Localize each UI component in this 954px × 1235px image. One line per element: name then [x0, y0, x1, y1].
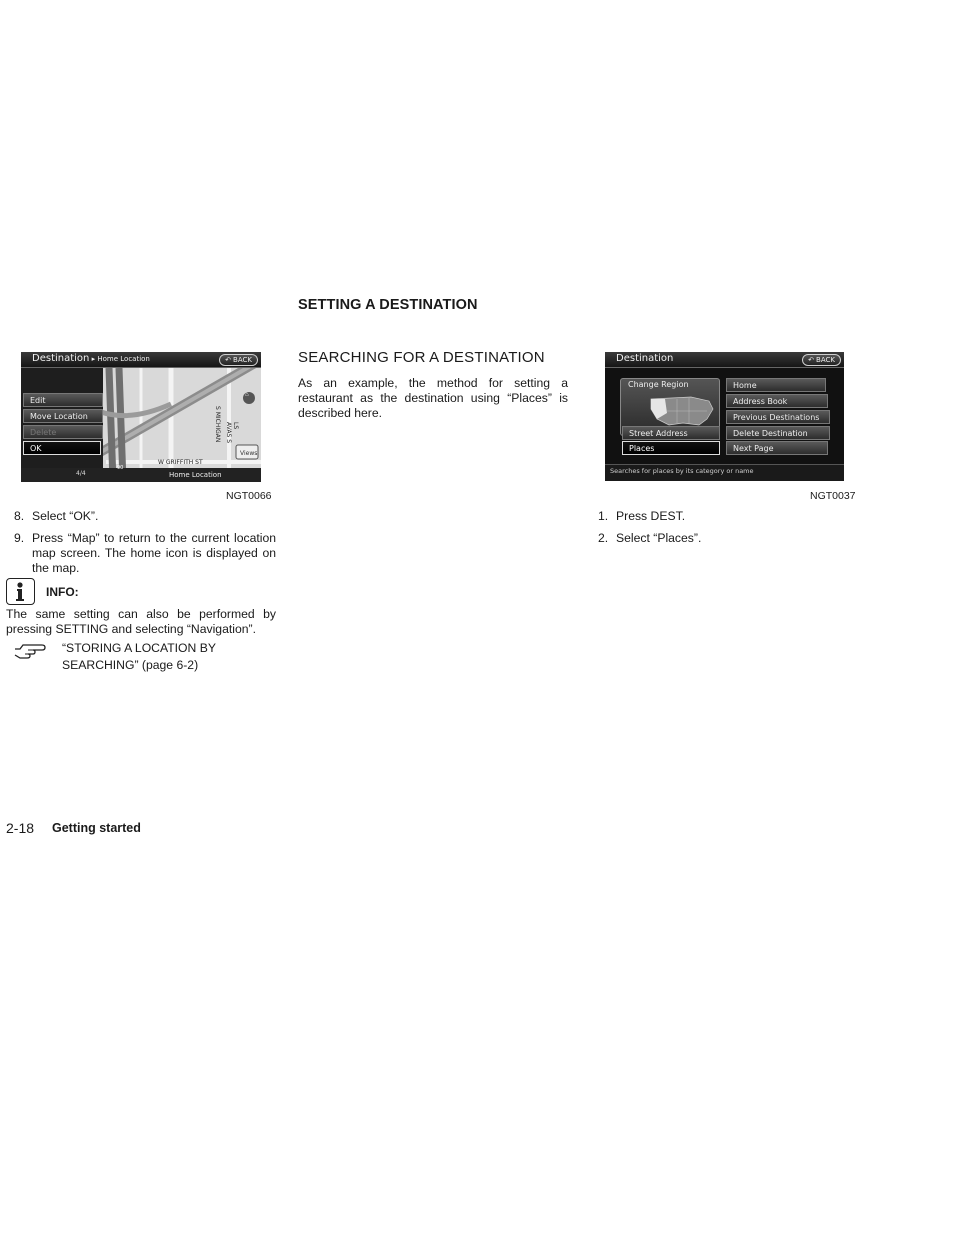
info-icon — [6, 578, 35, 605]
figure-caption-right: NGT0037 — [810, 490, 856, 502]
pointing-hand-icon — [14, 641, 46, 659]
menu-item-delete[interactable]: Delete — [23, 425, 103, 439]
street-label-vertical: S MICHIGAN — [214, 406, 221, 443]
change-region-button[interactable]: Change Region — [628, 380, 689, 389]
screen-title: Destination — [616, 353, 674, 364]
back-button[interactable]: ↶ BACK — [219, 354, 258, 366]
step-9: 9. Press “Map” to return to the current location map screen. The home icon is displayed on the map. — [14, 531, 276, 575]
home-button[interactable]: Home — [726, 378, 826, 392]
section-heading: SETTING A DESTINATION — [298, 297, 478, 313]
screen-titlebar — [21, 352, 261, 368]
page-number: 2-18 — [6, 820, 35, 836]
screen-titlebar — [605, 352, 844, 368]
subsection-heading: SEARCHING FOR A DESTINATION — [298, 349, 545, 366]
menu-item-ok[interactable]: OK — [23, 441, 101, 455]
cross-reference-line1[interactable]: “STORING A LOCATION BY — [62, 641, 216, 655]
next-page-button[interactable]: Next Page — [726, 441, 828, 455]
street-label-vertical-2: LS AVAS S — [225, 422, 239, 444]
menu-item-edit[interactable]: Edit — [23, 393, 103, 407]
address-book-button[interactable]: Address Book — [726, 394, 828, 408]
back-button[interactable]: ↶ BACK — [802, 354, 841, 366]
street-address-button[interactable]: Street Address — [622, 426, 720, 440]
info-label: INFO: — [46, 585, 79, 599]
back-arrow-icon: ↶ — [808, 356, 815, 364]
subsection-text: As an example, the method for setting a restaurant as the destination using “Places” is described here. — [298, 376, 568, 420]
status-text: Searches for places by its category or name — [610, 467, 754, 475]
views-button[interactable]: Views — [240, 450, 258, 457]
delete-destination-button[interactable]: Delete Destination — [726, 426, 830, 440]
places-button[interactable]: Places — [622, 441, 720, 455]
screen-title: Destination ▸ Home Location — [32, 353, 150, 364]
home-icon: ⌂ — [245, 392, 249, 398]
road-sign: 90 — [117, 465, 124, 471]
chapter-title: Getting started — [52, 821, 141, 835]
info-text: The same setting can also be performed by pressing SETTING and selecting “Navigation”. — [6, 607, 276, 636]
destination-screen-image — [605, 352, 844, 481]
cross-reference-line2[interactable]: SEARCHING” (page 6-2) — [62, 658, 199, 672]
figure-caption-left: NGT0066 — [226, 490, 272, 502]
previous-destinations-button[interactable]: Previous Destinations — [726, 410, 830, 424]
menu-item-move-location[interactable]: Move Location — [23, 409, 103, 423]
street-label: W GRIFFITH ST — [158, 459, 203, 466]
map-screen-image — [21, 352, 261, 482]
page-indicator: 4/4 — [76, 470, 86, 477]
bottom-location-label: Home Location — [169, 471, 222, 479]
back-arrow-icon: ↶ — [225, 356, 232, 364]
